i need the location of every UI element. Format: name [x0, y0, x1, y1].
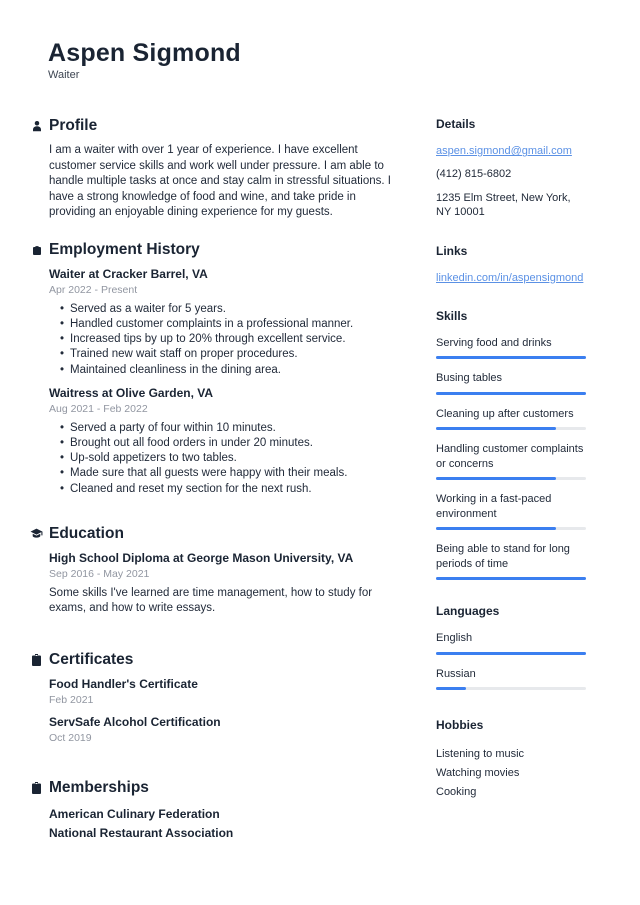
skill-item-bar — [436, 477, 586, 480]
profile-heading: Profile — [49, 117, 98, 135]
candidate-name: Aspen Sigmond — [48, 39, 241, 67]
skill-item — [436, 407, 586, 431]
certificates-heading: Certificates — [49, 650, 134, 668]
bullet-item: • Cleaned and reset my section for the next rush. — [70, 482, 396, 497]
education-description: Some skills I've learned are time management, how to study for exams, and how to write essays. — [49, 586, 373, 615]
hobbies-list — [436, 745, 586, 802]
languages-list — [436, 631, 586, 690]
memberships-section-header — [30, 779, 396, 797]
section-employment-history — [30, 241, 396, 497]
languages-block — [436, 604, 586, 690]
language-item-bar-fill — [436, 687, 466, 690]
skills-heading: Skills — [436, 308, 468, 323]
certificate-dates: Feb 2021 — [49, 693, 94, 706]
language-item-label: English — [436, 632, 473, 645]
content-columns — [30, 117, 586, 843]
skill-item-bar — [436, 527, 586, 530]
candidate-job-title: Waiter — [48, 69, 80, 82]
education-entries — [49, 551, 396, 617]
bullet-item: • Increased tips by up to 20% through excellent service. — [70, 332, 396, 347]
language-item-bar-fill — [436, 652, 586, 655]
briefcase-icon — [30, 243, 43, 256]
email-link[interactable]: aspen.sigmond@gmail.com — [436, 145, 572, 158]
membership-title: National Restaurant Association — [49, 825, 234, 840]
certificate-entry — [49, 715, 396, 745]
membership-entries — [49, 805, 396, 843]
skill-item-bar-fill — [436, 427, 556, 430]
linkedin-link[interactable]: linkedin.com/in/aspensigmond — [436, 271, 584, 284]
links-block — [436, 244, 586, 285]
skills-list — [436, 336, 586, 581]
phone-number: (412) 815-6802 — [436, 168, 512, 181]
job-bullets — [49, 302, 396, 378]
section-education — [30, 525, 396, 617]
skill-item-bar-fill — [436, 527, 556, 530]
certificate-title: ServSafe Alcohol Certification — [49, 714, 221, 729]
language-item — [436, 667, 586, 691]
job-entry — [49, 267, 396, 378]
skill-item — [436, 492, 586, 530]
hobby-item: Listening to music — [436, 748, 525, 761]
details-block — [436, 117, 586, 220]
education-dates: Sep 2016 - May 2021 — [49, 567, 150, 580]
skill-item-bar — [436, 356, 586, 359]
membership-title: American Culinary Federation — [49, 806, 220, 821]
skill-item-label: Cleaning up after customers — [436, 407, 574, 420]
job-entry — [49, 386, 396, 497]
skill-item — [436, 542, 586, 580]
skill-item-bar — [436, 577, 586, 580]
certificate-title: Food Handler's Certificate — [49, 676, 198, 691]
skill-item-bar-fill — [436, 477, 556, 480]
hobby-item: Watching movies — [436, 767, 520, 780]
bullet-item: • Served a party of four within 10 minutes. — [70, 421, 396, 436]
skills-block — [436, 309, 586, 581]
language-item-bar — [436, 652, 586, 655]
main-column — [30, 117, 396, 843]
skill-item-label: Busing tables — [436, 372, 503, 385]
skill-item-bar-fill — [436, 577, 586, 580]
bullet-item: • Brought out all food orders in under 20 minutes. — [70, 436, 396, 451]
education-heading: Education — [49, 524, 124, 542]
skill-item — [436, 336, 586, 360]
certificate-entries — [49, 677, 396, 745]
job-title: Waiter at Cracker Barrel, VA — [49, 266, 208, 281]
skill-item-label: Being able to stand for long periods of time — [436, 543, 570, 570]
skill-item-bar-fill — [436, 356, 586, 359]
section-profile — [30, 117, 396, 221]
language-item — [436, 631, 586, 655]
skill-item-bar-fill — [436, 392, 586, 395]
education-title: High School Diploma at George Mason University, VA — [49, 550, 354, 565]
hobby-item: Cooking — [436, 786, 477, 799]
job-dates: Apr 2022 - Present — [49, 283, 138, 296]
skill-item-label: Serving food and drinks — [436, 336, 552, 349]
memberships-heading: Memberships — [49, 778, 149, 796]
details-heading: Details — [436, 117, 476, 132]
job-title: Waitress at Olive Garden, VA — [49, 385, 214, 400]
profile-text: I am a waiter with over 1 year of experience. I have excellent customer service skills and work well under pressure. I am able to handle multiple tasks at once and stay calm in stressful situations. I have a strong knowledge of food and wine, and take pride in providing an enjoyable dining experience for my guests. — [49, 144, 391, 219]
skill-item-bar — [436, 392, 586, 395]
clipboard-icon — [30, 781, 43, 794]
bullet-item: • Maintained cleanliness in the dining area. — [70, 363, 396, 378]
bullet-item: • Trained new wait staff on proper procedures. — [70, 347, 396, 362]
skill-item-label: Handling customer complaints or concerns — [436, 443, 584, 470]
bullet-item: • Made sure that all guests were happy with their meals. — [70, 466, 396, 481]
language-item-bar — [436, 687, 586, 690]
skill-item — [436, 442, 586, 480]
bullet-item: • Served as a waiter for 5 years. — [70, 302, 396, 317]
skill-item-bar — [436, 427, 586, 430]
employment-heading: Employment History — [49, 240, 200, 258]
hobbies-heading: Hobbies — [436, 718, 484, 733]
certificates-section-header — [30, 651, 396, 669]
sidebar-column — [436, 117, 586, 843]
links-heading: Links — [436, 243, 468, 258]
certificate-dates: Oct 2019 — [49, 731, 92, 744]
clipboard-icon — [30, 653, 43, 666]
skill-item — [436, 371, 586, 395]
language-item-label: Russian — [436, 667, 476, 680]
education-section-header — [30, 525, 396, 543]
bullet-item: • Up-sold appetizers to two tables. — [70, 451, 396, 466]
employment-section-header — [30, 241, 396, 259]
hobbies-block — [436, 718, 586, 802]
profile-section-header — [30, 117, 396, 135]
resume-header — [30, 40, 586, 81]
section-memberships — [30, 779, 396, 843]
education-entry — [49, 551, 396, 617]
skill-item-label: Working in a fast-paced environment — [436, 493, 552, 520]
job-dates: Aug 2021 - Feb 2022 — [49, 402, 148, 415]
job-bullets — [49, 421, 396, 497]
languages-heading: Languages — [436, 604, 500, 619]
person-icon — [30, 120, 43, 133]
graduation-cap-icon — [30, 527, 43, 540]
employment-entries — [49, 267, 396, 497]
address: 1235 Elm Street, New York, NY 10001 — [436, 191, 571, 219]
bullet-item: • Handled customer complaints in a professional manner. — [70, 317, 396, 332]
section-certificates — [30, 651, 396, 745]
certificate-entry — [49, 677, 396, 707]
